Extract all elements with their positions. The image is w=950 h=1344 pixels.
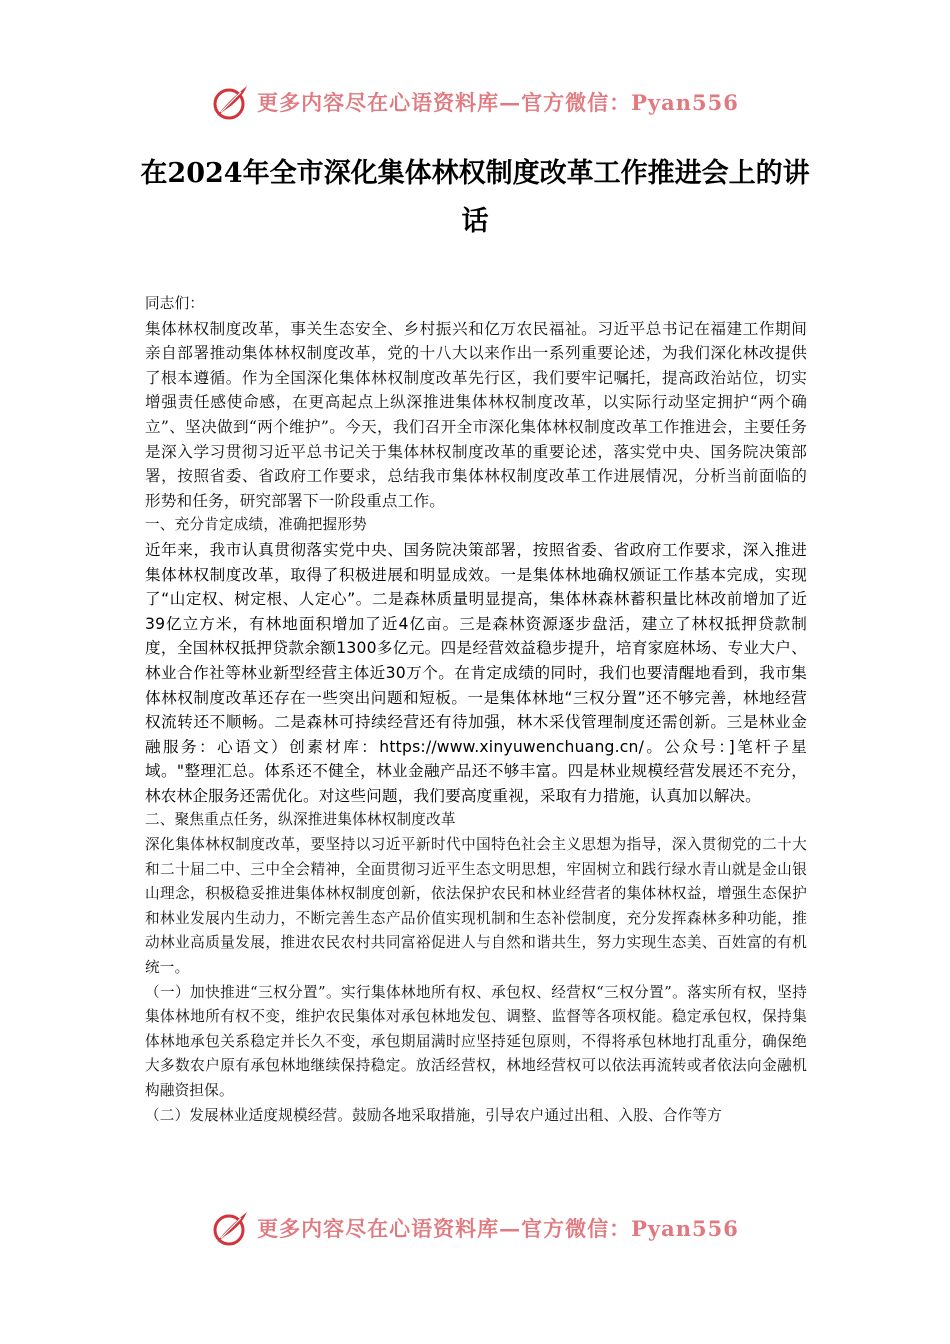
watermark-footer xyxy=(0,1206,950,1250)
watermark-text: 更多内容尽在心语资料库—官方微信：Pyan556 xyxy=(257,1216,739,1241)
watermark-text: 更多内容尽在心语资料库—官方微信：Pyan556 xyxy=(257,90,739,115)
salutation: 同志们： xyxy=(145,295,205,312)
intro-paragraph: 集体林权制度改革，事关生态安全、乡村振兴和亿万农民福祉。习近平总书记在福建工作期间亲自部署推动集体林权制度改革，党的十八大以来作出一系列重要论述，为我们深化林改提供了根本遵循。作为全国深化集体林权制度改革先行区，我们要牢记嘱托，提高政治站位，切实增强责任感使命感，在更高起点上纵深推进集体林权制度改革，以实际行动坚定拥护“两个确立”、坚决做到“两个维护”。今天，我们召开全市深化集体林权制度改革工作推进会，主要任务是深入学习贯彻习近平总书记关于集体林权制度改革的重要论述，落实党中央、国务院决策部署，按照省委、省政府工作要求，总结我市集体林权制度改革工作进展情况，分析当前面临的形势和任务，研究部署下一阶段重点工作。 xyxy=(145,319,807,510)
document-title: 在2024年全市深化集体林权制度改革工作推进会上的讲话 xyxy=(140,158,810,237)
quill-logo-icon xyxy=(211,82,251,122)
three-rights-paragraph: （一）加快推进“三权分置”。实行集体林地所有权、承包权、经营权“三权分置”。落实所有权，坚持集体林地所有权不变，维护农民集体对承包林地发包、调整、监督等各项权能。稳定承包权，保持集体林地承包关系稳定并长久不变，承包期届满时应坚持延包原则，不得将承包林地打乱重分，确保绝大多数农户原有承包林地继续保持稳定。放活经营权，林地经营权可以依法再流转或者依法向金融机构融资担保。 xyxy=(145,983,807,1099)
scale-operation-paragraph: （二）发展林业适度规模经营。鼓励各地采取措施，引导农户通过出租、入股、合作等方 xyxy=(145,1106,722,1124)
section-heading-2: 二、聚焦重点任务，纵深推进集体林权制度改革 xyxy=(145,811,456,829)
guidance-paragraph: 深化集体林权制度改革，要坚持以习近平新时代中国特色社会主义思想为指导，深入贯彻党的二十大和二十届二中、三中全会精神，全面贯彻习近平生态文明思想，牢固树立和践行绿水青山就是金山银山理念，积极稳妥推进集体林权制度创新，依法保护农民和林业经营者的集体林权益，增强生态保护和林业发展内生动力，不断完善生态产品价值实现机制和生态补偿制度，充分发挥森林多种功能，推动林业高质量发展，推进农民农村共同富裕促进人与自然和谐共生，努力实现生态美、百姓富的有机统一。 xyxy=(145,836,807,977)
achievements-paragraph: 近年来，我市认真贯彻落实党中央、国务院决策部署，按照省委、省政府工作要求，深入推进集体林权制度改革，取得了积极进展和明显成效。一是集体林地确权颁证工作基本完成，实现了“山定权、树定根、人定心”。二是森林质量明显提高，集体林森林蓄积量比林改前增加了近39亿立方米，有林地面积增加了近4亿亩。三是森林资源逐步盘活，建立了林权抵押贷款制度，全国林权抵押贷款余额1300多亿元。四是经营效益稳步提升，培育家庭林场、专业大户、林业合作社等林业新型经营主体近30万个。在肯定成绩的同时，我们也要清醒地看到，我市集体林权制度改革还存在一些突出问题和短板。一是集体林地“三权分置”还不够完善，林地经营权流转还不顺畅。二是森林可持续经营还有待加强，林木采伐管理制度还需创新。三是林业金融服务：心语文）创素材库：https://www.xinyuwenchuang.cn/。公众号：]笔杆子星域。"整理汇总。体系还不健全，林业金融产品还不够丰富。四是林业规模经营发展还不充分，林农林企服务还需优化。对这些问题，我们要高度重视，采取有力措施，认真加以解决。 xyxy=(145,540,807,805)
section-heading-1: 一、充分肯定成绩，准确把握形势 xyxy=(145,516,367,534)
quill-logo-icon xyxy=(211,1208,251,1248)
watermark-header xyxy=(0,80,950,124)
document-body xyxy=(145,292,807,1128)
